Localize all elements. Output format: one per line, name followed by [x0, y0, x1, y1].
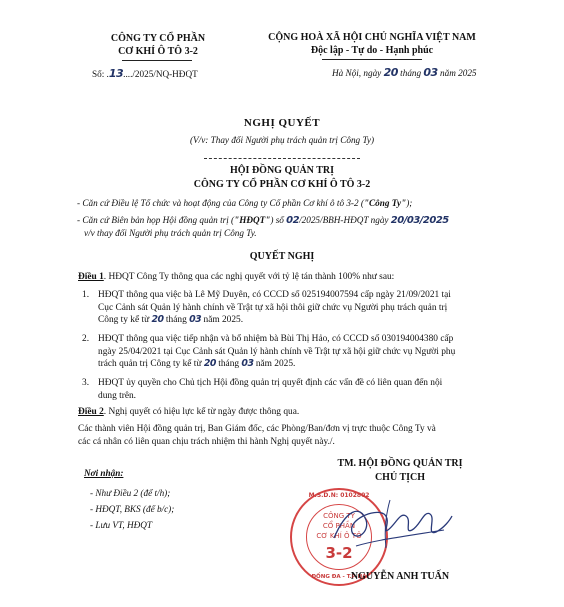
seal-line2: CỔ PHẦN	[322, 522, 356, 530]
company-line2: CƠ KHÍ Ô TÔ 3-2	[118, 46, 198, 57]
recipient-item: - Như Điều 2 (để t/h);	[90, 488, 171, 498]
signatory-name: NGUYỄN ANH TUẤN	[350, 571, 450, 582]
item-1-day-handwritten: 20	[151, 314, 164, 326]
seal-line4: 3-2	[325, 544, 353, 562]
signature-on-behalf: TM. HỘI ĐỒNG QUẢN TRỊ	[337, 458, 463, 469]
minutes-date-handwritten: 20/03/2025	[390, 215, 449, 226]
article-2-label: Điều 2	[78, 407, 104, 417]
board-company: CÔNG TY CỔ PHẦN CƠ KHÍ Ô TÔ 3-2	[193, 179, 371, 190]
resolves-heading: QUYẾT NGHỊ	[249, 251, 315, 262]
date-day-handwritten: 20	[383, 66, 398, 79]
signature-position: CHỦ TỊCH	[374, 472, 426, 483]
number-handwritten: 13	[108, 67, 124, 80]
item-2-month-handwritten: 03	[241, 358, 254, 370]
recipients-heading: Nơi nhận:	[84, 468, 124, 478]
recipient-item: - HĐQT, BKS (để b/c);	[90, 504, 175, 514]
article-2: Điều 2. Nghị quyết có hiệu lực kể từ ngày được thông qua.	[78, 407, 300, 417]
article-1: Điều 1. HĐQT Công Ty thông qua các nghị quyết với tỷ lệ tán thành 100% như sau:	[78, 272, 395, 282]
item-1-month-handwritten: 03	[189, 314, 202, 326]
recipient-item: - Lưu VT, HĐQT	[90, 520, 153, 530]
recipients-list	[90, 485, 174, 533]
seal-ring-text: M.S.D.N: 0102802	[308, 492, 370, 499]
document-number: Số: .13..../2025/NQ-HĐQT	[92, 67, 198, 80]
company-underline	[122, 60, 192, 61]
title-divider	[204, 158, 360, 159]
document-title: NGHỊ QUYẾT	[243, 117, 321, 129]
seal-line3: CƠ KHÍ Ô TÔ	[316, 532, 362, 540]
item-2-text: HĐQT thông qua việc tiếp nhận và bổ nhiệm bà Bùi Thị Hảo, có CCCD số 030194004380 cấp ngày 25/04/2021 tại Cục Cảnh sát Quản lý hành chính về Trật tự xã hội giữ chức vụ Người phụ trách quản trị Công ty kể từ 20 tháng 03 năm 2025.	[98, 334, 456, 370]
document-date: Hà Nội, ngày 20 tháng 03 năm 2025	[332, 66, 477, 79]
company-line1: CÔNG TY CỔ PHẦN	[110, 33, 206, 44]
date-month-handwritten: 03	[423, 66, 438, 79]
item-2-number: 2.	[82, 334, 90, 344]
board-title: HỘI ĐỒNG QUẢN TRỊ	[230, 165, 334, 176]
motto: Độc lập - Tự do - Hạnh phúc	[310, 45, 434, 56]
motto-underline	[322, 59, 422, 60]
basis-minutes-line2: v/v thay đổi Người phụ trách quản trị Công Ty.	[84, 228, 257, 238]
item-1-number: 1.	[82, 290, 90, 300]
item-3-number: 3.	[82, 378, 90, 388]
article-1-label: Điều 1	[78, 272, 104, 282]
basis-minutes: - Căn cứ Biên bản họp Hội đồng quản trị ("HĐQT") số 02/2025/BBH-HĐQT ngày 20/03/2025	[77, 215, 449, 226]
minutes-number-handwritten: 02	[286, 215, 300, 226]
item-3-text: HĐQT ủy quyền cho Chủ tịch Hội đồng quản trị quyết định các vấn đề có liên quan đến nội dung trên.	[98, 378, 443, 401]
handwritten-signature	[326, 490, 456, 560]
item-1-text: HĐQT thông qua việc bà Lê Mỹ Duyên, có CCCD số 025194007594 cấp ngày 21/09/2021 tại Cục Cảnh sát Quản lý hành chính về Trật tự xã hội thôi giữ chức vụ Người phụ trách quản trị Công ty kể từ 20 tháng 03 năm 2025.	[98, 290, 451, 326]
item-2-day-handwritten: 20	[203, 358, 216, 370]
nation-title: CỘNG HOÀ XÃ HỘI CHỦ NGHĨA VIỆT NAM	[268, 32, 476, 43]
company-name	[68, 32, 248, 58]
seal-line1: CÔNG TY	[323, 512, 355, 520]
seal-bottom-text: ĐỐNG ĐA - T.P HÀ	[311, 574, 367, 580]
implementation-clause: Các thành viên Hội đồng quản trị, Ban Giám đốc, các Phòng/Ban/đơn vị trực thuộc Công Ty và các cá nhân có liên quan chịu trách nhiệm thi hành Nghị quyết này./.	[78, 424, 436, 447]
document-subject: (V/v: Thay đổi Người phụ trách quản trị Công Ty)	[189, 135, 375, 145]
basis-charter: - Căn cứ Điều lệ Tổ chức và hoạt động của Công ty Cổ phần Cơ khí ô tô 3-2 ("Công Ty");	[77, 198, 413, 208]
